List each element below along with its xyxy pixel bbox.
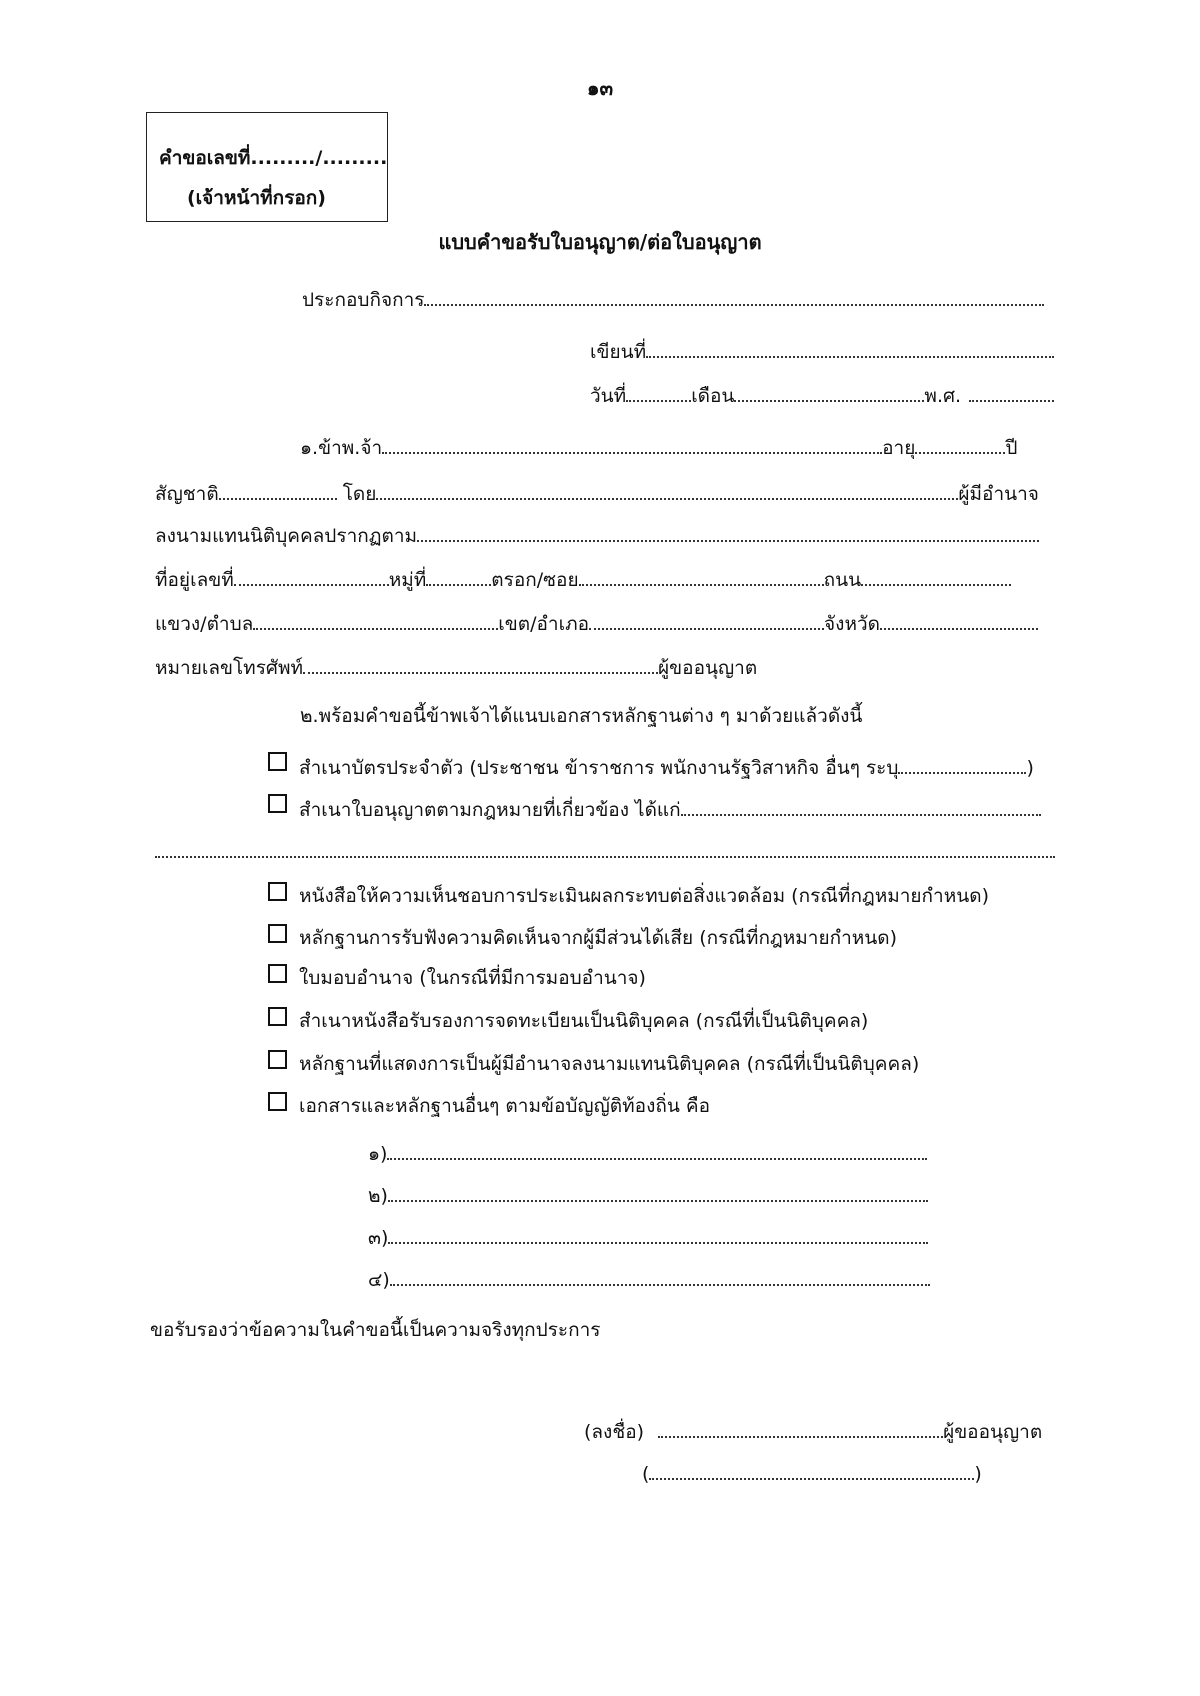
request-number-label: คำขอเลขที่........./......... — [159, 147, 388, 169]
checkbox-eia[interactable] — [268, 882, 287, 901]
signature-row — [584, 1416, 1042, 1446]
printed-name-blank[interactable] — [649, 1458, 974, 1480]
other-item-1-blank[interactable] — [387, 1138, 927, 1160]
age-blank[interactable] — [915, 432, 1005, 454]
province-label: จังหวัด — [824, 613, 880, 635]
by-label: โดย — [342, 483, 377, 505]
licensee-label: ผู้ขออนุญาต — [658, 657, 758, 679]
date-year-label: พ.ศ. — [924, 385, 962, 407]
checkbox-id-card[interactable] — [268, 752, 287, 771]
date-field — [590, 380, 1054, 410]
item-license-copy-blank[interactable] — [681, 794, 1041, 816]
subdistrict-label: แขวง/ตำบล — [155, 613, 254, 635]
years-label: ปี — [1005, 437, 1018, 459]
checkbox-public-hearing[interactable] — [268, 924, 287, 943]
other-item-2 — [368, 1180, 928, 1210]
signature-role: ผู้ขออนุญาต — [943, 1421, 1043, 1443]
checkbox-license-copy[interactable] — [268, 794, 287, 813]
moo-blank[interactable] — [426, 564, 491, 586]
other-item-2-blank[interactable] — [388, 1180, 928, 1202]
printed-name-row — [642, 1458, 982, 1488]
business-field — [302, 284, 1044, 314]
location-row — [155, 608, 1038, 638]
printed-name-close: ) — [974, 1463, 982, 1485]
authorized-label: ผู้มีอำนาจ — [958, 483, 1039, 505]
nationality-label: สัญชาติ — [155, 483, 219, 505]
item-juristic-registration-text: สำเนาหนังสือรับรองการจดทะเบียนเป็นนิติบุคคล (กรณีที่เป็นนิติบุคคล) — [299, 1010, 869, 1032]
item-license-copy — [299, 794, 1041, 824]
soi-blank[interactable] — [579, 564, 824, 586]
license-copy-continuation-blank[interactable] — [155, 836, 1055, 858]
applicant-name-blank[interactable] — [382, 432, 882, 454]
address-no-blank[interactable] — [234, 564, 389, 586]
other-item-1-label: ๑) — [368, 1143, 388, 1165]
checkbox-authorized-signatory[interactable] — [268, 1050, 287, 1069]
certification-text: ขอรับรองว่าข้อความในคำขอนี้เป็นความจริงทุกประการ — [150, 1319, 601, 1341]
item-id-card-suffix: ) — [1026, 757, 1034, 779]
subdistrict-blank[interactable] — [253, 608, 498, 630]
road-blank[interactable] — [861, 564, 1011, 586]
checkbox-juristic-registration[interactable] — [268, 1007, 287, 1026]
written-at-blank[interactable] — [646, 336, 1054, 358]
other-item-4-blank[interactable] — [390, 1264, 930, 1286]
license-copy-continuation — [155, 836, 1055, 866]
phone-label: หมายเลขโทรศัพท์ — [155, 657, 304, 679]
checkbox-power-of-attorney[interactable] — [268, 964, 287, 983]
applicant-label: ๑.ข้าพ.จ้า — [300, 437, 383, 459]
other-item-1 — [368, 1138, 927, 1168]
request-number-note: (เจ้าหน้าที่กรอก) — [187, 187, 326, 209]
form-title: แบบคำขอรับใบอนุญาต/ต่อใบอนุญาต — [438, 230, 762, 254]
business-blank[interactable] — [424, 284, 1044, 306]
printed-name-open: ( — [642, 1463, 650, 1485]
item-license-copy-text: สำเนาใบอนุญาตตามกฎหมายที่เกี่ยวข้อง ได้แก่ — [299, 799, 681, 821]
province-blank[interactable] — [880, 608, 1038, 630]
item-eia-text: หนังสือให้ความเห็นชอบการประเมินผลกระทบต่อสิ่งแวดล้อม (กรณีที่กฎหมายกำหนด) — [299, 885, 989, 907]
item-other-documents-text: เอกสารและหลักฐานอื่นๆ ตามข้อบัญญัติท้องถิ่น คือ — [299, 1095, 711, 1117]
other-item-3-blank[interactable] — [388, 1222, 928, 1244]
other-item-4 — [368, 1264, 930, 1294]
soi-label: ตรอก/ซอย — [491, 569, 579, 591]
age-label: อายุ — [882, 437, 916, 459]
by-blank[interactable] — [376, 478, 958, 500]
written-at-field — [590, 336, 1054, 366]
road-label: ถนน — [823, 569, 862, 591]
date-month-blank[interactable] — [734, 380, 924, 402]
checkbox-other-documents[interactable] — [268, 1092, 287, 1111]
sign-label: (ลงชื่อ) — [584, 1421, 645, 1443]
request-number-box — [146, 112, 388, 222]
item-public-hearing-text: หลักฐานการรับฟังความคิดเห็นจากผู้มีส่วนได้เสีย (กรณีที่กฎหมายกำหนด) — [299, 927, 898, 949]
moo-label: หมู่ที่ — [388, 569, 427, 591]
item-power-of-attorney-text: ใบมอบอำนาจ (ในกรณีที่มีการมอบอำนาจ) — [299, 967, 646, 989]
item-id-card-text: สำเนาบัตรประจำตัว (ประชาชน ข้าราชการ พนักงานรัฐวิสาหกิจ อื่นๆ ระบุ — [299, 757, 899, 779]
item-id-card — [299, 752, 1034, 782]
nationality-blank[interactable] — [219, 478, 337, 500]
signed-on-behalf-blank[interactable] — [417, 520, 1039, 542]
page-number: ๑๓ — [586, 76, 614, 100]
other-item-3 — [368, 1222, 928, 1252]
signed-on-behalf-label: ลงนามแทนนิติบุคคลปรากฏตาม — [155, 525, 418, 547]
date-year-blank[interactable] — [969, 380, 1054, 402]
phone-blank[interactable] — [303, 652, 658, 674]
address-row — [155, 564, 1011, 594]
district-label: เขต/อำเภอ — [498, 613, 590, 635]
nationality-row — [155, 478, 1039, 508]
other-item-3-label: ๓) — [368, 1227, 389, 1249]
business-label: ประกอบกิจการ — [302, 289, 425, 311]
signed-on-behalf-row — [155, 520, 1039, 550]
date-day-blank[interactable] — [626, 380, 691, 402]
item-authorized-signatory-text: หลักฐานที่แสดงการเป็นผู้มีอำนาจลงนามแทนนิติบุคคล (กรณีที่เป็นนิติบุคคล) — [299, 1053, 920, 1075]
phone-row — [155, 652, 757, 682]
other-item-2-label: ๒) — [368, 1185, 388, 1207]
applicant-row — [300, 432, 1017, 462]
section2-intro: ๒.พร้อมคำขอนี้ข้าพเจ้าได้แนบเอกสารหลักฐานต่าง ๆ มาด้วยแล้วดังนี้ — [300, 705, 863, 727]
address-no-label: ที่อยู่เลขที่ — [155, 569, 234, 591]
item-id-card-blank[interactable] — [898, 752, 1026, 774]
other-item-4-label: ๔) — [368, 1269, 390, 1291]
signature-blank[interactable] — [658, 1416, 943, 1438]
date-day-label: วันที่ — [590, 385, 627, 407]
date-month-label: เดือน — [691, 385, 735, 407]
district-blank[interactable] — [589, 608, 824, 630]
written-at-label: เขียนที่ — [590, 341, 647, 363]
